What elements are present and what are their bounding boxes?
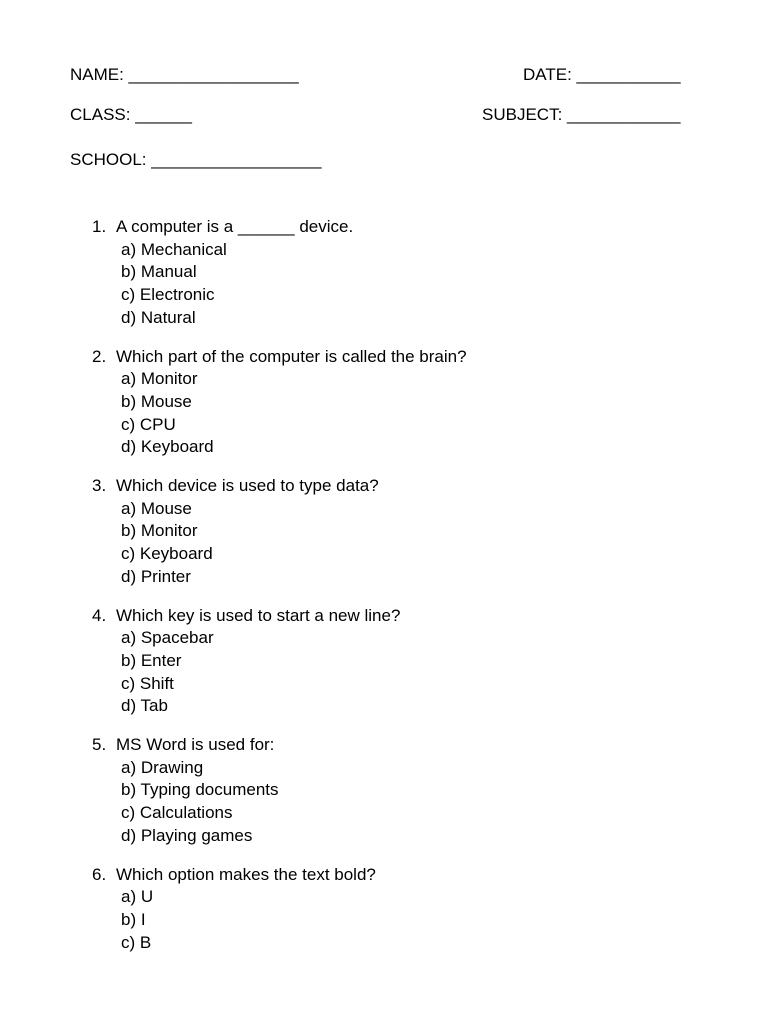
option-d: d) Playing games: [121, 825, 253, 845]
option-list: [121, 627, 214, 718]
question-1: [0, 216, 768, 346]
question-text: A computer is a ______ device.: [116, 217, 354, 236]
option-b: b) Monitor: [121, 521, 198, 541]
option-b: b) Typing documents: [121, 780, 279, 800]
question-text: Which part of the computer is called the brain?: [116, 346, 467, 366]
question-3: [0, 475, 768, 605]
option-c: c) B: [121, 932, 152, 952]
option-a: a) Spacebar: [121, 628, 214, 648]
option-d: d) Printer: [121, 566, 191, 586]
option-a: a) Monitor: [121, 369, 198, 389]
option-list: [121, 368, 214, 459]
option-list: [121, 757, 279, 848]
name-field: NAME: __________________: [70, 65, 299, 84]
option-d: d) Keyboard: [121, 437, 214, 457]
option-c: c) Shift: [121, 673, 174, 693]
option-a: a) U: [121, 887, 154, 907]
question-text: Which device is used to type data?: [116, 476, 379, 495]
school-field: SCHOOL: __________________: [70, 150, 322, 169]
question-5: [0, 734, 768, 864]
option-c: c) Electronic: [121, 285, 215, 305]
option-a: a) Mechanical: [121, 239, 227, 259]
question-number: 5.: [92, 735, 107, 754]
option-c: c) CPU: [121, 414, 176, 434]
option-list: [121, 498, 213, 589]
date-field: DATE: ___________: [523, 65, 681, 84]
option-b: b) Enter: [121, 650, 182, 670]
option-d: d) Tab: [121, 696, 168, 716]
option-a: a) Mouse: [121, 498, 192, 518]
question-number: 3.: [92, 476, 107, 495]
subject-field: SUBJECT: ____________: [482, 105, 681, 124]
class-field: CLASS: ______: [70, 105, 192, 124]
question-number: 2.: [92, 346, 107, 366]
question-4: [0, 605, 768, 735]
option-b: b) Manual: [121, 262, 197, 282]
option-list: [121, 886, 153, 954]
option-list: [121, 239, 227, 330]
question-number: 4.: [92, 605, 107, 625]
option-c: c) Calculations: [121, 803, 233, 823]
question-list: [0, 216, 768, 993]
option-c: c) Keyboard: [121, 544, 213, 564]
question-2: [0, 346, 768, 476]
question-6: [0, 864, 768, 994]
option-a: a) Drawing: [121, 757, 204, 777]
option-b: b) I: [121, 909, 146, 929]
option-b: b) Mouse: [121, 391, 192, 411]
question-text: Which key is used to start a new line?: [116, 605, 401, 625]
question-text: MS Word is used for:: [116, 735, 275, 754]
option-d: d) Natural: [121, 307, 196, 327]
question-text: Which option makes the text bold?: [116, 864, 376, 884]
question-number: 1.: [92, 217, 107, 236]
question-number: 6.: [92, 864, 107, 884]
